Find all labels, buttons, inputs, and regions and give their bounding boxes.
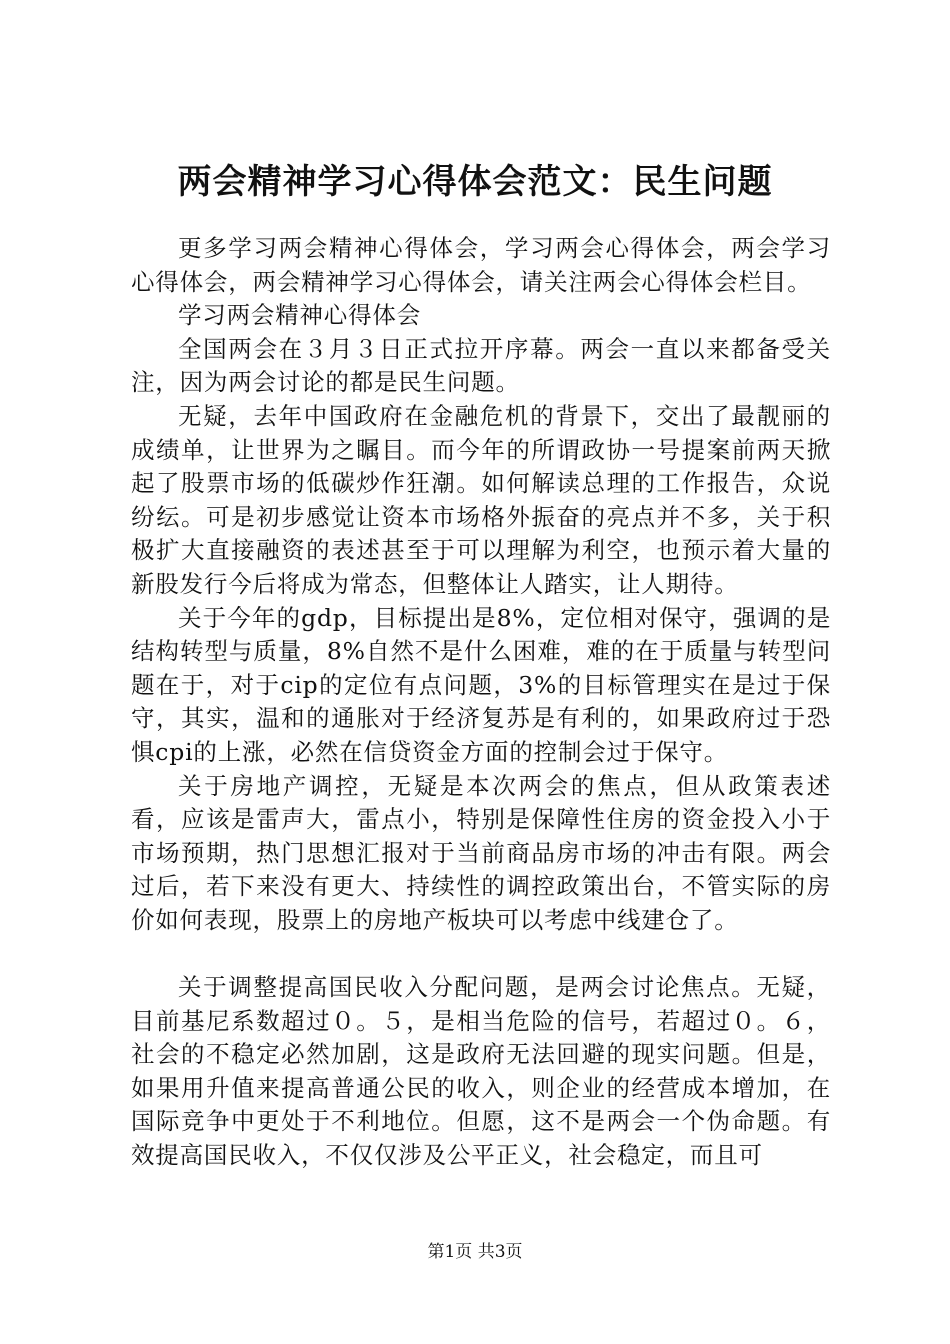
paragraph-gdp: 关于今年的gdp，目标提出是8%，定位相对保守，强调的是结构转型与质量，8%自然不是什么困难，难的在于质量与转型问题在于，对于cip的定位有点问题，3%的目标管理实在是过于保守，其实，温和的通胀对于经济复苏是有利的，如果政府过于恐惧cpi的上涨，必然在信贷资金方面的控制会过于保守。 <box>131 603 831 766</box>
page-number-footer: 第1页 共3页 <box>427 1242 523 1262</box>
paragraph-intro: 更多学习两会精神心得体会，学习两会心得体会，两会学习心得体会，两会精神学习心得体会，请关注两会心得体会栏目。 <box>131 234 831 296</box>
document-body <box>131 232 831 1173</box>
paragraph-finance: 无疑，去年中国政府在金融危机的背景下，交出了最靓丽的成绩单，让世界为之瞩目。而今年的所谓政协一号提案前两天掀起了股票市场的低碳炒作狂潮。如何解读总理的工作报告，众说纷纭。可是初步感觉让资本市场格外振奋的亮点并不多，关于积极扩大直接融资的表述甚至于可以理解为利空，也预示着大量的新股发行今后将成为常态，但整体让人踏实，让人期待。 <box>131 401 831 598</box>
document-title: 两会精神学习心得体会范文：民生问题 <box>177 162 773 202</box>
paragraph-opening: 全国两会在３月３日正式拉开序幕。两会一直以来都备受关注，因为两会讨论的都是民生问题。 <box>131 334 831 397</box>
paragraph-income: 关于调整提高国民收入分配问题，是两会讨论焦点。无疑，目前基尼系数超过０。５，是相当危险的信号，若超过０。６，社会的不稳定必然加剧，这是政府无法回避的现实问题。但是，如果用升值来提高普通公民的收入，则企业的经营成本增加，在国际竞争中更处于不利地位。但愿，这不是两会一个伪命题。有效提高国民收入，不仅仅涉及公平正义，社会稳定，而且可 <box>131 973 831 1170</box>
paragraph-subheading: 学习两会精神心得体会 <box>178 301 421 330</box>
paragraph-real-estate: 关于房地产调控，无疑是本次两会的焦点，但从政策表述看，应该是雷声大，雷点小，特别是保障性住房的资金投入小于市场预期，热门思想汇报对于当前商品房市场的冲击有限。两会过后，若下来没有更大、持续性的调控政策出台，不管实际的房价如何表现，股票上的房地产板块可以考虑中线建仓了。 <box>131 771 831 934</box>
